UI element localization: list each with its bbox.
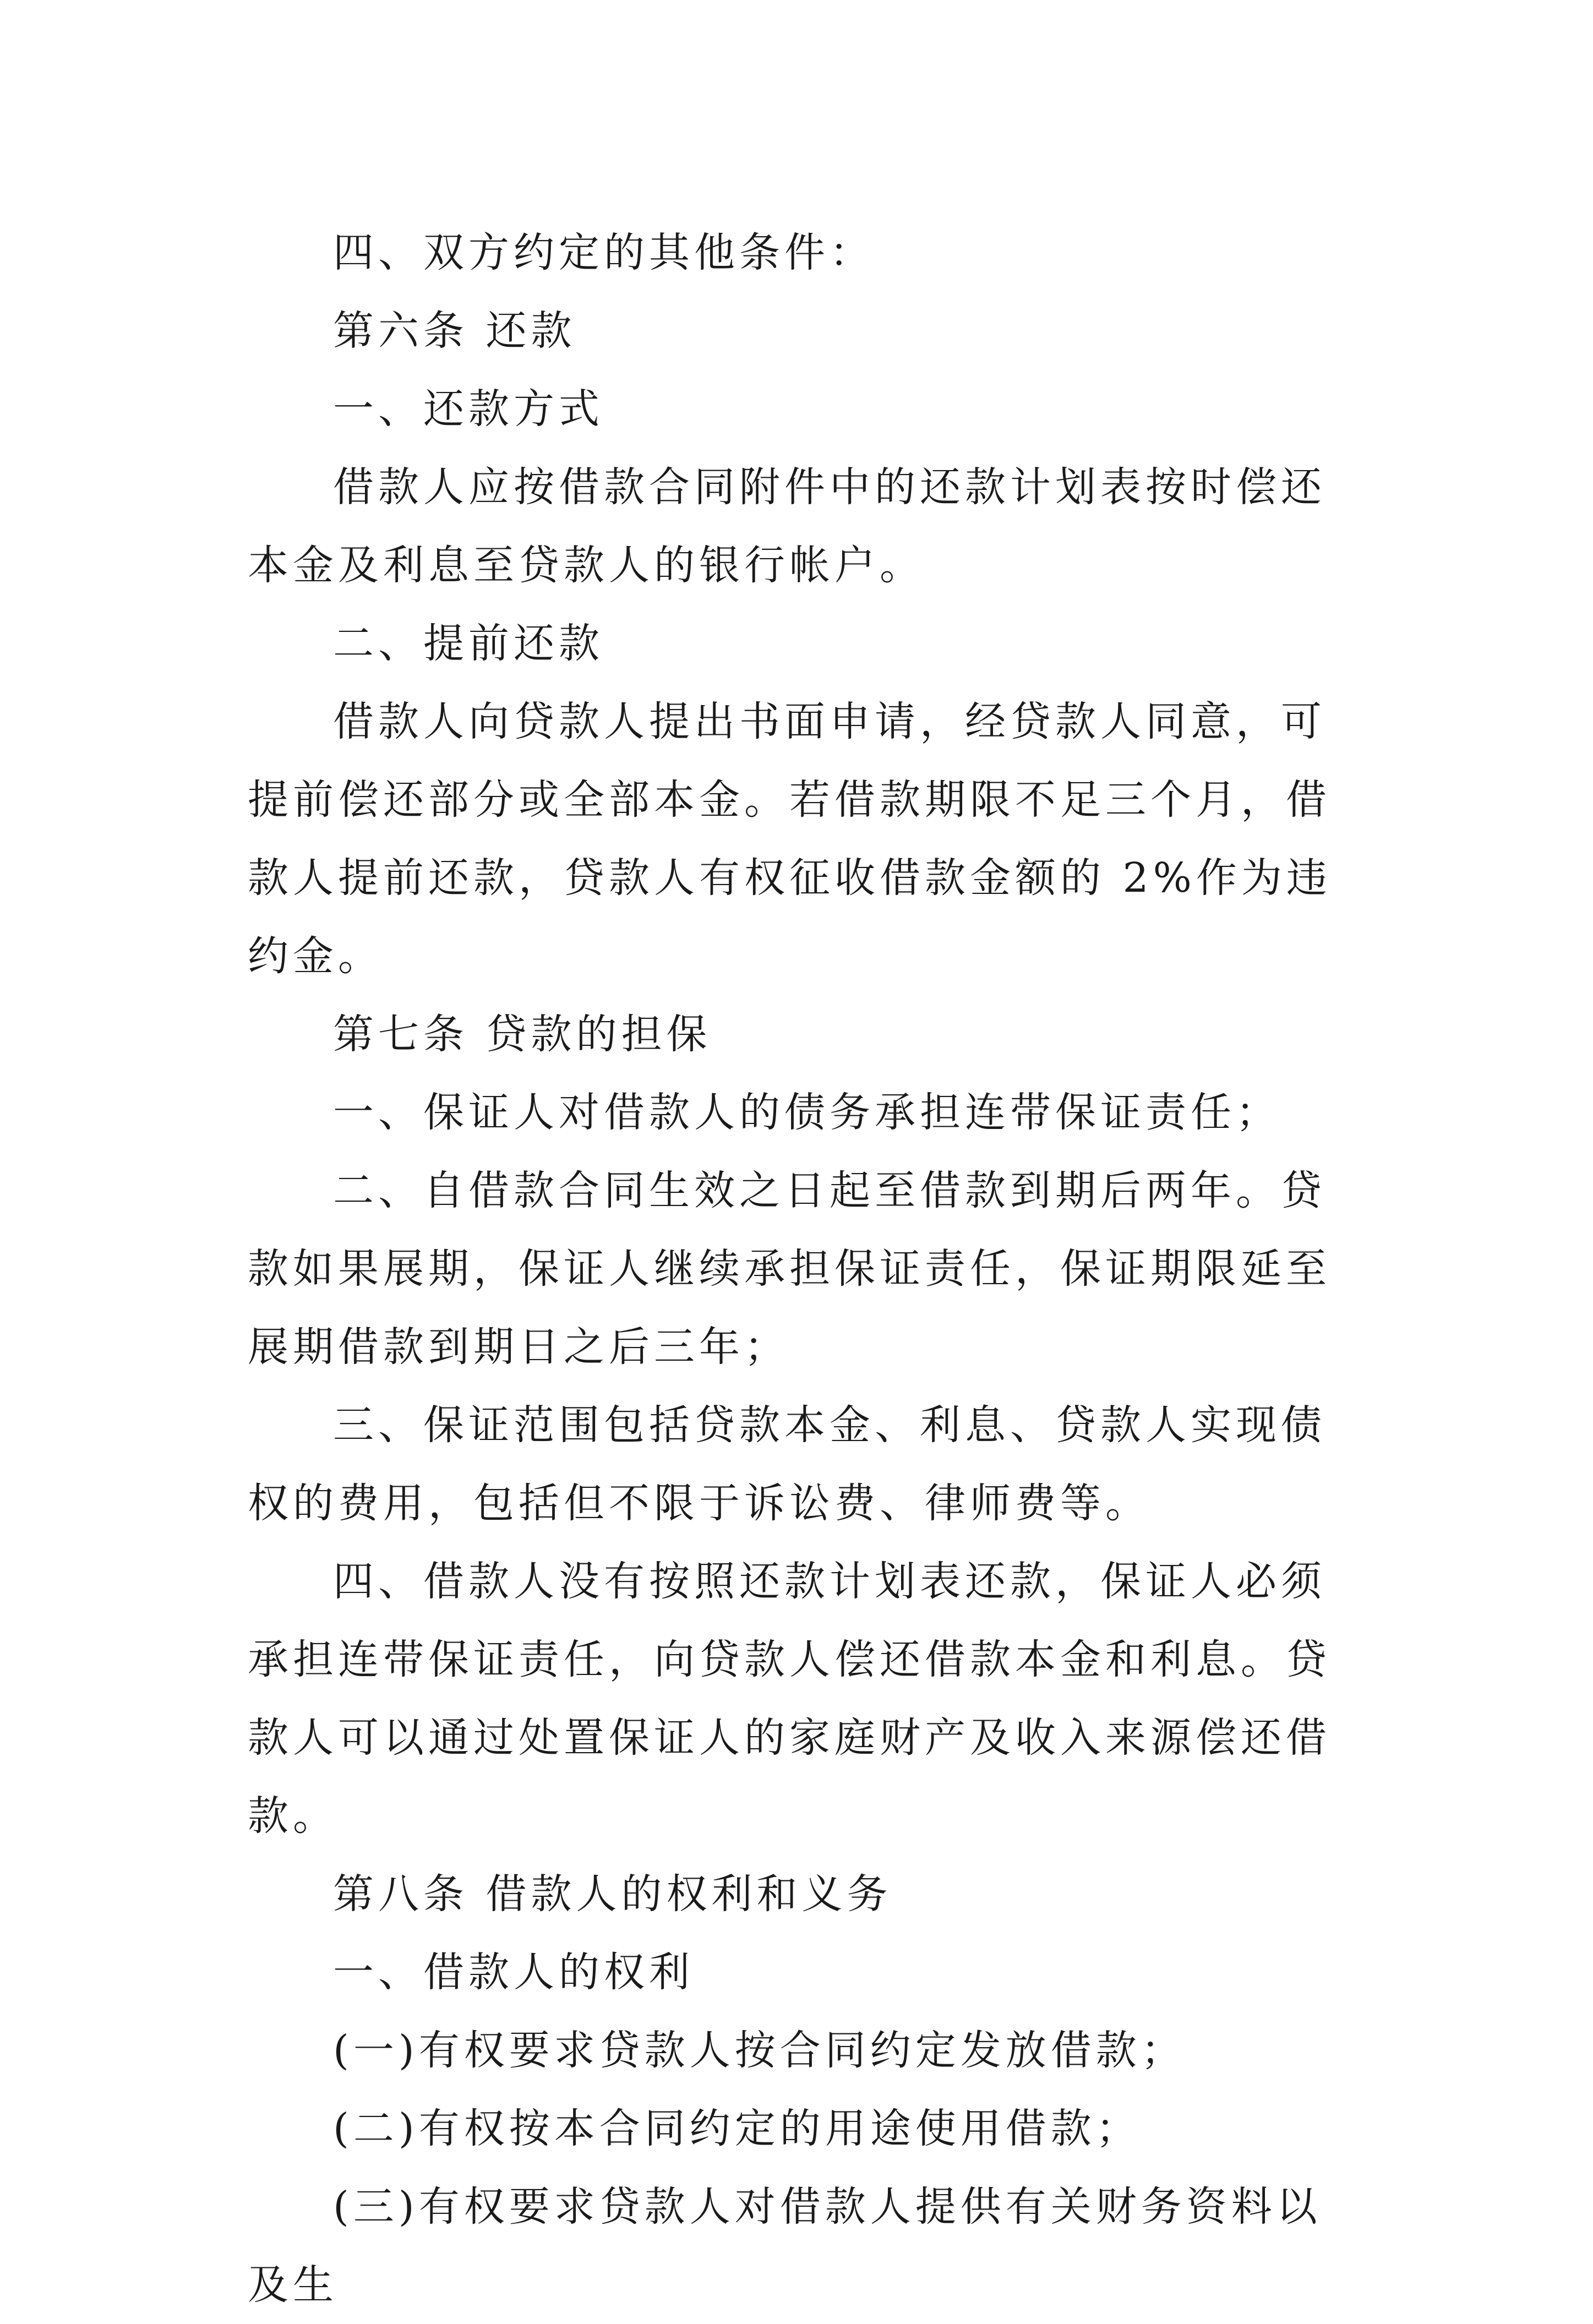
paragraph: 三、保证范围包括贷款本金、利息、贷款人实现债权的费用，包括但不限于诉讼费、律师费等。 — [248, 1401, 1326, 1527]
paragraph: 四、双方约定的其他条件： — [333, 229, 875, 276]
section-heading: 第六条 还款 — [333, 307, 576, 354]
list-item: (三)有权要求贷款人对借款人提供有关财务资料以及生 — [248, 2183, 1322, 2309]
paragraph: 一、保证人对借款人的债务承担连带保证责任； — [333, 1089, 1281, 1136]
section-heading: 第八条 借款人的权利和义务 — [333, 1870, 892, 1918]
paragraph: 借款人向贷款人提出书面申请，经贷款人同意，可提前偿还部分或全部本金。若借款期限不足三个月，借款人提前还款，贷款人有权征收借款金额的 2%作为违约金。 — [248, 698, 1332, 980]
section-heading: 第七条 贷款的担保 — [333, 1011, 712, 1058]
paragraph: 借款人应按借款合同附件中的还款计划表按时偿还本金及利息至贷款人的银行帐户。 — [248, 463, 1326, 589]
paragraph: 四、借款人没有按照还款计划表还款，保证人必须承担连带保证责任，向贷款人偿还借款本金和利息。贷款人可以通过处置保证人的家庭财产及收入来源偿还借款。 — [248, 1558, 1331, 1840]
paragraph: 二、自借款合同生效之日起至借款到期后两年。贷款如果展期，保证人继续承担保证责任，保证期限延至展期借款到期日之后三年； — [248, 1167, 1331, 1371]
document-body — [248, 214, 1360, 2324]
list-item: (二)有权按本合同约定的用途使用借款； — [333, 2105, 1141, 2152]
list-item: (一)有权要求贷款人按合同约定发放借款； — [333, 2027, 1186, 2074]
subsection-heading: 二、提前还款 — [333, 620, 604, 667]
subsection-heading: 一、还款方式 — [333, 385, 604, 433]
subsection-heading: 一、借款人的权利 — [333, 1949, 694, 1996]
